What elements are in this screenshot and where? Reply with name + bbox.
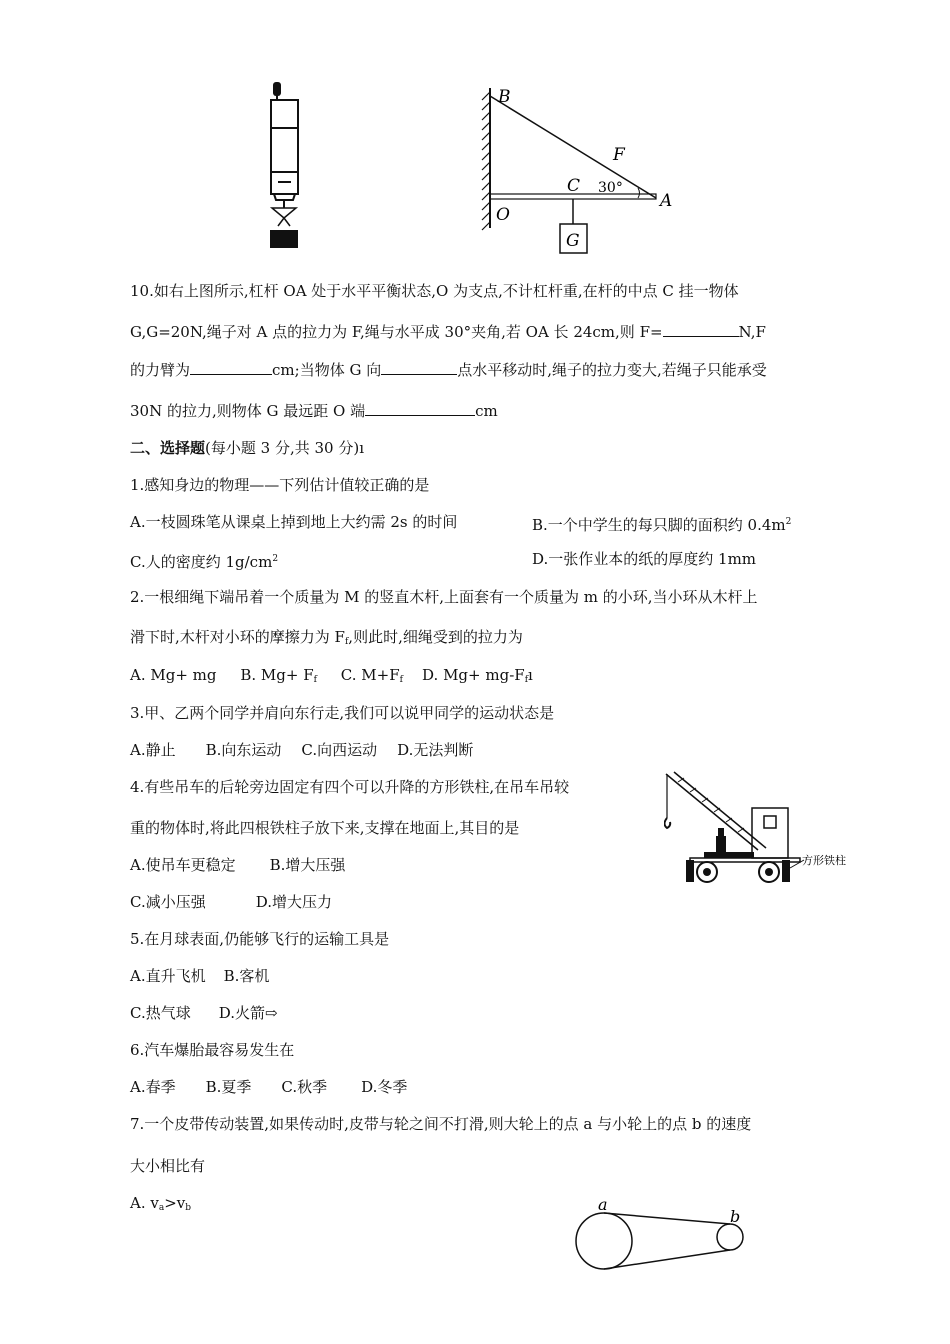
lever-label-angle: 30° (598, 180, 623, 196)
lever-label-c: C (567, 176, 581, 196)
q6-option-b: B.夏季 (205, 1078, 252, 1096)
q3-stem: 3.甲、乙两个同学并肩向东行走,我们可以说甲同学的运动状态是 (130, 704, 555, 722)
q10-line2-text: G,G=20N,绳子对 A 点的拉力为 F,绳与水平成 30°夹角,若 OA 长 24cm,则 F= (130, 323, 663, 341)
q3-options (130, 740, 473, 760)
q10-line3-a: 的力臂为 (130, 361, 191, 379)
q5-option-b: B.客机 (223, 967, 270, 985)
q7-line2: 大小相比有 (130, 1157, 206, 1175)
q5-option-a: A.直升飞机 (130, 967, 206, 985)
q3-option-a: A.静止 (130, 741, 176, 759)
q2-option-d-mark: ı (528, 666, 533, 684)
section-2-heading (130, 438, 364, 458)
belt-label-b: b (730, 1207, 741, 1226)
q7-option-a-mid: >v (164, 1194, 186, 1212)
q10-line2-tail: N,F (738, 323, 766, 341)
q2-option-b-sub: f (313, 675, 317, 685)
lever-label-a: A (660, 191, 673, 211)
q3-option-c: C.向西运动 (301, 741, 378, 759)
answer-blank-f[interactable] (663, 322, 739, 337)
section-2-title: 二、选择题 (130, 439, 206, 457)
q10-line4-b: cm (475, 402, 498, 420)
q1-option-c (130, 549, 278, 572)
q10-line3-c: 点水平移动时,绳子的拉力变大,若绳子只能承受 (457, 361, 767, 379)
q2-line2-a: 滑下时,木杆对小环的摩擦力为 F (130, 628, 345, 646)
q4-options-row1 (130, 855, 345, 875)
q2-option-c-sub: f (399, 675, 403, 685)
q1-option-c-text: C.人的密度约 1g/cm (130, 553, 273, 571)
q10-line1: 10.如右上图所示,杠杆 OA 处于水平平衡状态,O 为支点,不计杠杆重,在杆的中点 C 挂一物体 (130, 282, 739, 300)
q2-option-c-text: C. M+F (340, 666, 400, 684)
q4-option-d: D.增大压力 (255, 893, 332, 911)
q2-options (130, 665, 533, 690)
q1-option-b-sup: 2 (785, 517, 792, 527)
q6-option-d: D.冬季 (361, 1078, 408, 1096)
lever-label-b: B (498, 87, 511, 107)
belt-label-a: a (598, 1195, 608, 1214)
lever-label-f: F (613, 145, 625, 165)
q4-options-row2 (130, 892, 332, 912)
q5-option-c: C.热气球 (130, 1004, 191, 1022)
section-2-mark: ı (359, 439, 365, 457)
lever-figure (478, 82, 688, 260)
q4-option-a: A.使吊车更稳定 (130, 856, 236, 874)
q2-option-d-text: D. Mg+ mg-F (422, 666, 525, 684)
q4-option-b: B.增大压强 (269, 856, 346, 874)
answer-blank-direction[interactable] (381, 360, 457, 375)
q1-option-b-text: B.一个中学生的每只脚的面积约 0.4m (532, 516, 786, 534)
q4-option-c: C.减小压强 (130, 893, 206, 911)
q5-stem: 5.在月球表面,仍能够飞行的运输工具是 (130, 930, 390, 948)
crane-figure (664, 768, 854, 890)
q2-line2-b: ,则此时,细绳受到的拉力为 (348, 628, 523, 646)
q4-line1: 4.有些吊车的后轮旁边固定有四个可以升降的方形铁柱,在吊车吊较 (130, 778, 570, 796)
q7-line1: 7.一个皮带传动装置,如果传动时,皮带与轮之间不打滑,则大轮上的点 a 与小轮上的点 b 的速度 (130, 1115, 752, 1133)
q3-option-d: D.无法判断 (397, 741, 474, 759)
q2-option-d-sub: f (524, 675, 529, 685)
crane-label: 方形铁柱 (802, 854, 846, 867)
q1-stem: 1.感知身边的物理——下列估计值较正确的是 (130, 476, 430, 494)
q6-option-a: A.春季 (130, 1078, 176, 1096)
q2-line1: 2.一根细绳下端吊着一个质量为 M 的竖直木杆,上面套有一个质量为 m 的小环,当小环从木杆上 (130, 588, 758, 606)
q7-option-a-sub2: b (185, 1203, 192, 1213)
spring-scale-figure (258, 78, 308, 253)
q1-option-b (532, 512, 791, 535)
q6-options (130, 1077, 407, 1097)
q10-line4 (130, 401, 498, 421)
q5-option-d: D.火箭⇨ (218, 1004, 278, 1022)
q10-line2 (130, 322, 766, 342)
q4-line2: 重的物体时,将此四根铁柱子放下来,支撑在地面上,其目的是 (130, 819, 520, 837)
q1-option-a: A.一枝圆珠笔从课桌上掉到地上大约需 2s 的时间 (130, 513, 458, 531)
q2-line2 (130, 627, 523, 652)
q10-line4-a: 30N 的拉力,则物体 G 最远距 O 端 (130, 402, 366, 420)
q10-line3-b: cm;当物体 G 向 (272, 361, 382, 379)
answer-blank-distance[interactable] (365, 401, 475, 416)
q7-option-a-sub1: a (158, 1203, 165, 1213)
q2-option-a: A. Mg+ mg (130, 666, 217, 684)
q1-option-c-sup: 2 (272, 554, 279, 564)
section-2-note: (每小题 3 分,共 30 分) (205, 439, 360, 457)
belt-drive-figure (570, 1195, 750, 1275)
q3-option-b: B.向东运动 (205, 741, 282, 759)
q7-option-a-pre: A. v (130, 1194, 159, 1212)
q2-option-c (341, 666, 403, 684)
q2-option-b-text: B. Mg+ F (240, 666, 314, 684)
q10-line3 (130, 360, 767, 380)
q2-option-d (422, 666, 533, 684)
q6-stem: 6.汽车爆胎最容易发生在 (130, 1041, 295, 1059)
answer-blank-arm[interactable] (190, 360, 272, 375)
q2-line2-sub: f (344, 637, 349, 647)
lever-label-o: O (496, 205, 510, 225)
q5-options-row2 (130, 1003, 278, 1023)
q2-option-b (240, 666, 317, 684)
q5-options-row1 (130, 966, 269, 986)
q7-option-a (130, 1193, 191, 1218)
q1-option-d: D.一张作业本的纸的厚度约 1mm (532, 550, 757, 568)
lever-label-g: G (566, 231, 580, 251)
q6-option-c: C.秋季 (281, 1078, 328, 1096)
